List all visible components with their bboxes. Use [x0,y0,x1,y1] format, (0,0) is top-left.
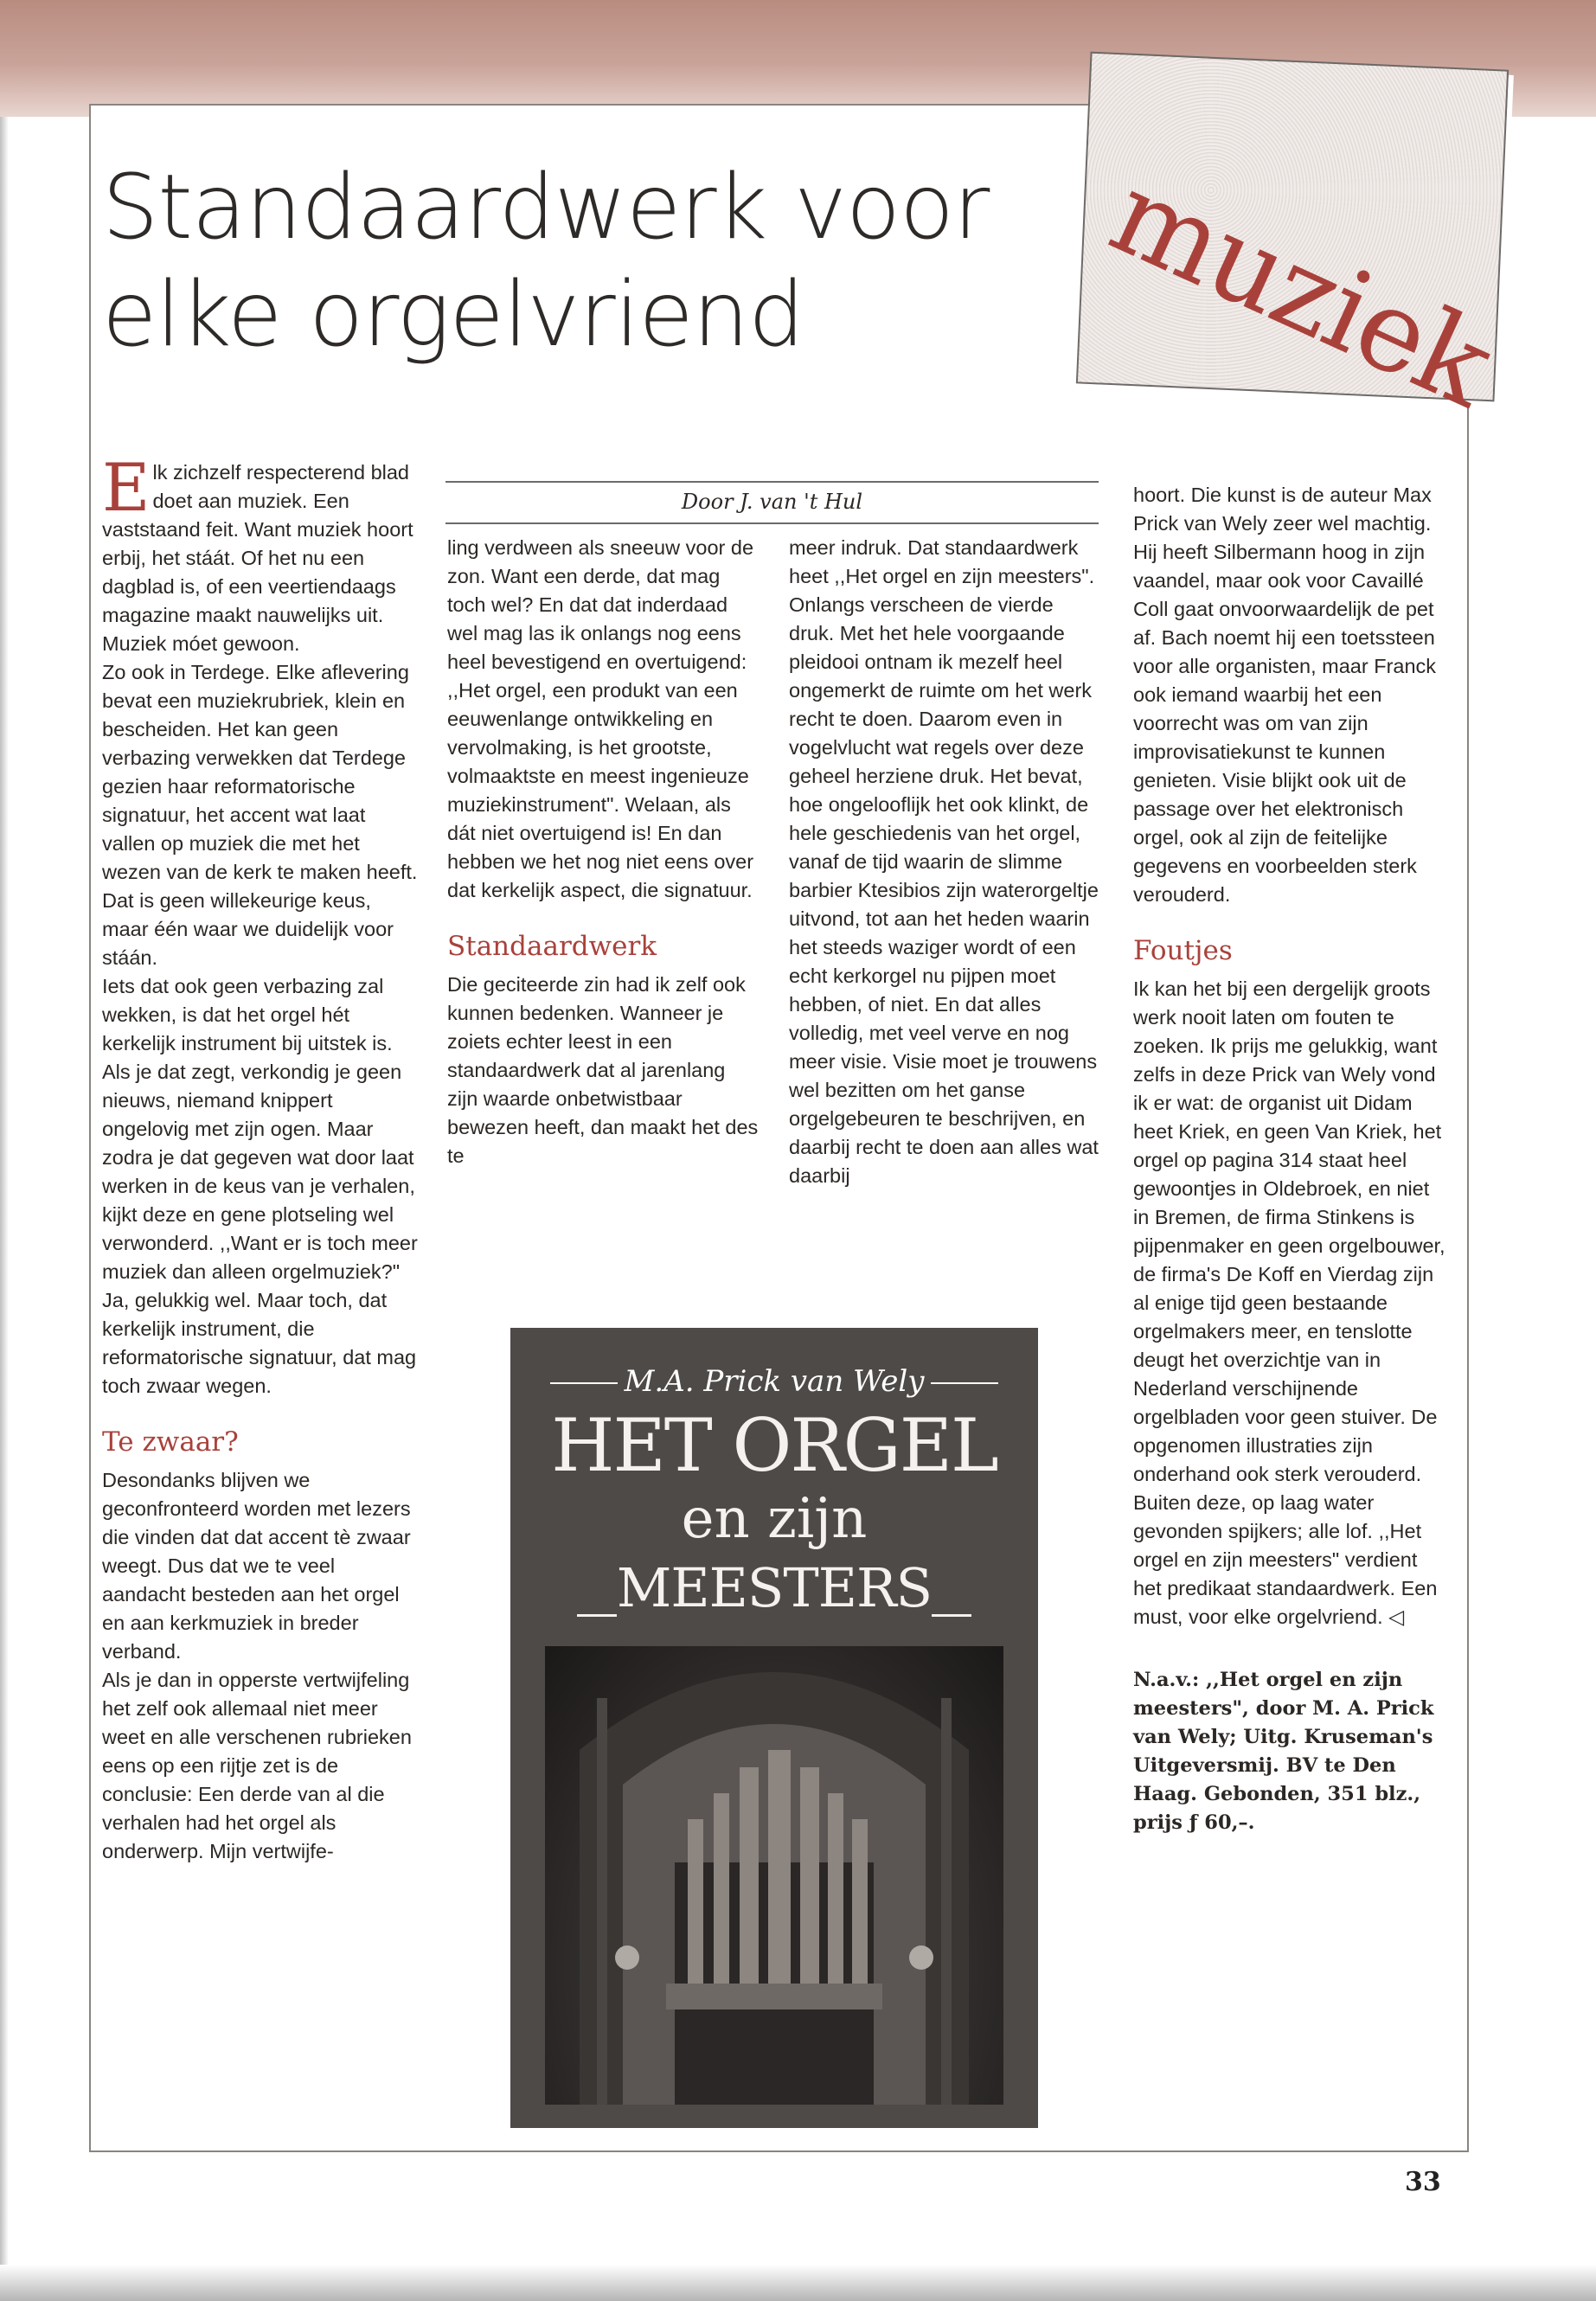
drop-cap: E [102,449,151,526]
paragraph: Zo ook in Terdege. Elke aflevering bevat een muziekrubriek, klein en bescheiden. Het kan geen verbazing verwekken dat Terdege gezien haar reformatorische signatuur, het accent wat laat vallen op muziek die met het wezen van de kerk te maken heeft. Dat is geen willekeurige keus, maar één waar we duidelijk voor stáán. [102,661,418,969]
page-number: 33 [1405,2167,1441,2197]
paragraph: ling verdween als sneeuw voor de zon. Want een derde, dat mag toch wel? En dat dat inderdaad wel mag las ik onlangs nog eens heel bevestigend en overtuigend: ,,Het orgel, een produkt van een eeuwenlange ontwikkeling en vervolmaking, is het grootste, volmaaktste en meest ingenieuze muziekinstrument". Welaan, als dát niet overtuigend is! En dan hebben we het nog niet eens over dat kerkelijk aspect, die signatuur. [447,536,754,901]
bottom-scan-band [0,2265,1596,2301]
column-3 [789,534,1102,1190]
paragraph: Buiten deze, op laag water gevonden spijkers; alle lof. ,,Het orgel en zijn meesters" verdient het predikaat standaardwerk. Een must, voor elke orgelvriend. ◁ [1133,1491,1438,1628]
byline: Door J. van 't Hul [445,481,1099,524]
book-title-line-1: HET ORGEL [551,1403,997,1488]
paragraph: Die geciteerde zin had ik zelf ook kunnen bedenken. Wanneer je zoiets echter leest in een standaardwerk dat al jarenlang zijn waarde onbetwistbaar bewezen heeft, dan maakt het des te [447,973,759,1167]
paragraph: Iets dat ook geen verbazing zal wekken, is dat het orgel hét kerkelijk instrument bij uitstek is. Als je dat zegt, verkondig je geen nieuws, niemand knippert ongelovig met zijn ogen. Maar zodra je dat gegeven wat door laat werken in de keus van je verhalen, kijkt deze en gene plotseling wel verwonderd. ,,Want er is toch meer muziek dan alleen orgelmuziek?" Ja, gelukkig wel. Maar toch, dat kerkelijk instrument, die reformatorische signatuur, dat mag toch zwaar wegen. [102,975,418,1397]
book-title-line-3: MEESTERS [510,1557,1038,1619]
book-title-line-2: en zijn [681,1487,868,1551]
column-4 [1133,481,1449,1837]
paragraph: meer indruk. Dat standaardwerk heet ,,Het orgel en zijn meesters". Onlangs verscheen de vierde druk. Met het hele voorgaande pleidooi ontnam ik mezelf heel ongemerkt de ruimte om het werk recht te doen. Daarom even in vogelvlucht wat regels over deze geheel herziene druk. Het bevat, hoe ongelooflijk het ook klinkt, de hele geschiedenis van het orgel, vanaf de tijd waarin de slimme barbier Ktesibios zijn waterorgeltje uitvond, tot aan het heden waarin het steeds waziger wordt of een echt kerkorgel nu pijpen moet hebben, of niet. En dat alles volledig, met veel verve en nog meer visie. Visie moet je trouwens wel bezitten om het ganse orgelgebeuren te beschrijven, en daarbij recht te doen aan alles wat daarbij [789,536,1099,1187]
book-author: M.A. Prick van Wely [510,1364,1038,1399]
title-line-1: Standaardwerk voor [102,156,990,260]
column-2 [447,534,760,1170]
intro-text: lk zichzelf respecterend blad doet aan muziek. Een vaststaand feit. Want muziek hoort erbij, het stáát. Of het nu een dagblad is, of een veertiendaags magazine maakt nauwelijks uit. Muziek móet gewoon. [102,461,413,655]
paragraph: Desondanks blijven we geconfronteerd worden met lezers die vinden dat dat accent tè zwaar weegt. Dus dat we te veel aandacht besteden aan het orgel en aan kerkmuziek in breder verband. [102,1469,411,1663]
paragraph: Ik kan het bij een dergelijk groots werk nooit laten om fouten te zoeken. Ik prijs me gelukkig, want zelfs in deze Prick van Wely vond ik er wat: de organist uit Didam heet Kriek, en geen Van Kriek, het orgel op pagina 314 staat heel gewoontjes in Oldebroek, en niet in Bremen, de firma Stinkens is pijpenmaker en geen orgelbouwer, de firma's De Koff en Vierdag zijn al enige tijd geen bestaande orgelmakers meer, en tenslotte deugt het overzichtje van in Nederland verschijnende orgelbladen voor geen stuiver. De opgenomen illustraties zijn onderhand ook sterk verouderd. [1133,977,1445,1485]
article-title [102,154,1019,369]
organ-photo [545,1646,1003,2105]
title-line-2: elke orgelvriend [102,263,804,367]
section-stamp [1076,52,1510,433]
subheading-standaardwerk: Standaardwerk [447,931,657,962]
scan-edge-shadow [0,117,9,2301]
paragraph: hoort. Die kunst is de auteur Max Prick van Wely zeer wel machtig. Hij heeft Silbermann hoog in zijn vaandel, maar ook voor Cavaillé Coll gaat onvoorwaardelijk de pet af. Bach noemt hij een toetssteen voor alle organisten, maar Franck ook iemand waarbij het een voorrecht was om van zijn improvisatiekunst te kunnen genieten. Visie blijkt ook uit de passage over het elektronisch orgel, ook al zijn de feitelijke gegevens en voorbeelden sterk verouderd. [1133,484,1437,906]
book-cover-image [510,1328,1038,2128]
source-note: N.a.v.: ,,Het orgel en zijn meesters", door M. A. Prick van Wely; Uitg. Kruseman's Uitgeversmij. BV te Den Haag. Gebonden, 351 blz., prijs ƒ 60,–. [1133,1669,1434,1834]
subheading-te-zwaar: Te zwaar? [102,1426,239,1458]
subheading-foutjes: Foutjes [1133,935,1233,966]
organ-illustration [545,1646,1003,2105]
section-stamp-label: muziek [1093,147,1510,433]
column-1 [102,449,422,1866]
paragraph: Als je dan in opperste vertwijfeling het zelf ook allemaal niet meer weet en alle verschenen rubrieken eens op een rijtje zet is de conclusie: Een derde van al die verhalen had het orgel als onderwerp. Mijn vertwijfe- [102,1669,412,1862]
intro-paragraph [102,449,422,658]
